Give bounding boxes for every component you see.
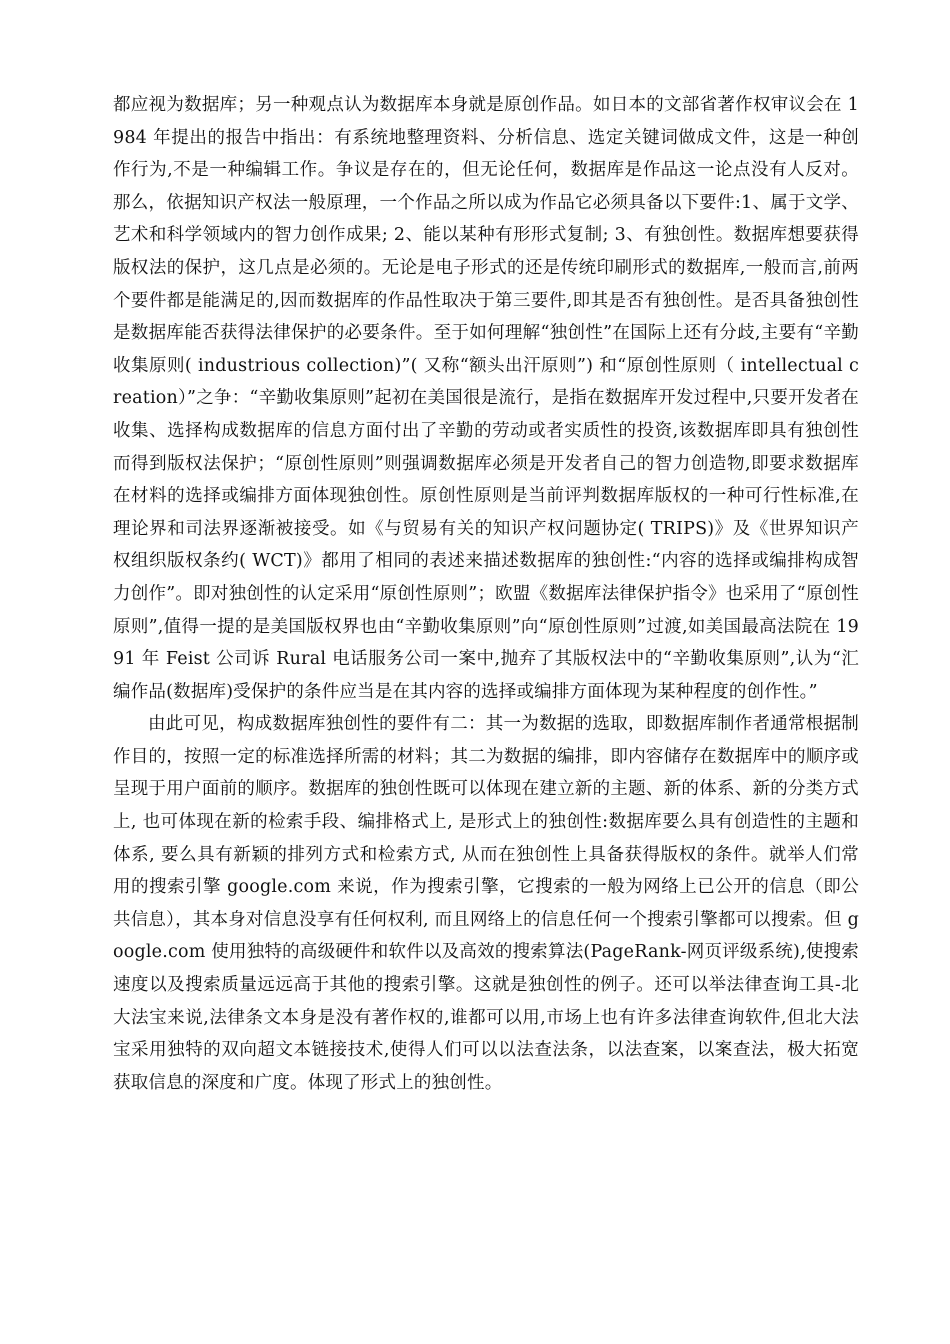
paragraph-originality-elements: 由此可见，构成数据库独创性的要件有二：其一为数据的选取，即数据库制作者通常根据制作目的，按照一定的标准选择所需的材料；其二为数据的编排，即内容储存在数据库中的顺序或呈现于用户面前的顺序。数据库的独创性既可以体现在建立新的主题、新的体系、新的分类方式上, 也可体现在新的检索手段、编排格式上, 是形式上的独创性:数据库要么具有创造性的主题和体系, 要么具有新颖的排列方式和检索方式, 从而在独创性上具备获得版权的条件。就举人们常用的搜索引擎 google.com 来说，作为搜索引擎，它搜索的一般为网络上已公开的信息（即公共信息），其本身对信息没享有任何权利, 而且网络上的信息任何一个搜索引擎都可以搜索。但 google.com 使用独特的高级硬件和软件以及高效的搜索算法(PageRank-网页评级系统),使搜索速度以及搜索质量远远高于其他的搜索引擎。这就是独创性的例子。还可以举法律查询工具-北大法宝来说,法律条文本身是没有著作权的,谁都可以用,市场上也有许多法律查询软件,但北大法宝采用独特的双向超文本链接技术,使得人们可以以法查法条，以法查案，以案查法，极大拓宽获取信息的深度和广度。体现了形式上的独创性。: [113, 714, 859, 1093]
document-page: [113, 89, 859, 1099]
paragraph-continuation: 都应视为数据库；另一种观点认为数据库本身就是原创作品。如日本的文部省著作权审议会在 1984 年提出的报告中指出：有系统地整理资料、分析信息、选定关键词做成文件，这是一种创作行为,不是一种编辑工作。争议是存在的，但无论任何，数据库是作品这一论点没有人反对。那么，依据知识产权法一般原理，一个作品之所以成为作品它必须具备以下要件:1、属于文学、艺术和科学领域内的智力创作成果; 2、能以某种有形形式复制; 3、有独创性。数据库想要获得版权法的保护，这几点是必须的。无论是电子形式的还是传统印刷形式的数据库,一般而言,前两个要件都是能满足的,因而数据库的作品性取决于第三要件,即其是否有独创性。是否具备独创性是数据库能否获得法律保护的必要条件。至于如何理解“独创性”在国际上还有分歧,主要有“辛勤收集原则( industrious collection)”( 又称“额头出汗原则”) 和“原创性原则（ intellectual creation）”之争：“辛勤收集原则”起初在美国很是流行，是指在数据库开发过程中,只要开发者在收集、选择构成数据库的信息方面付出了辛勤的劳动或者实质性的投资,该数据库即具有独创性而得到版权法保护；“原创性原则”则强调数据库必须是开发者自己的智力创造物,即要求数据库在材料的选择或编排方面体现独创性。原创性原则是当前评判数据库版权的一种可行性标准,在理论界和司法界逐渐被接受。如《与贸易有关的知识产权问题协定( TRIPS)》及《世界知识产权组织版权条约( WCT)》都用了相同的表述来描述数据库的独创性:“内容的选择或编排构成智力创作”。即对独创性的认定采用“原创性原则”；欧盟《数据库法律保护指令》也采用了“原创性原则”,值得一提的是美国版权界也由“辛勤收集原则”向“原创性原则”过渡,如美国最高法院在 1991 年 Feist 公司诉 Rural 电话服务公司一案中,抛弃了其版权法中的“辛勤收集原则”,认为“汇编作品(数据库)受保护的条件应当是在其内容的选择或编排方面体现为某种程度的创作性。”: [113, 95, 859, 702]
